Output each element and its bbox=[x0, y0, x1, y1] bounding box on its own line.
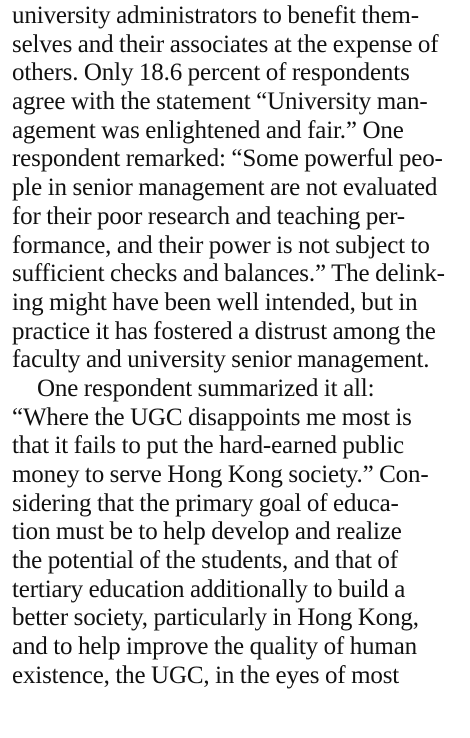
text-line: the potential of the students, and that of bbox=[12, 547, 398, 575]
text-line: sufficient checks and balances.” The delink- bbox=[12, 260, 445, 288]
text-line: agement was enlightened and fair.” One bbox=[12, 116, 404, 144]
text-line: for their poor research and teaching per- bbox=[12, 202, 405, 230]
text-line: “Where the UGC disappoints me most is bbox=[12, 403, 412, 431]
text-line: respondent remarked: “Some powerful peo- bbox=[12, 145, 443, 173]
paragraph-first-line: One respondent summarized it all: bbox=[37, 374, 375, 402]
body-text-column bbox=[12, 2, 467, 691]
text-line: tertiary education additionally to build a bbox=[12, 575, 406, 603]
text-line: others. Only 18.6 percent of respondents bbox=[12, 59, 410, 87]
text-line: ing might have been well intended, but in bbox=[12, 288, 418, 316]
text-line: tion must be to help develop and realize bbox=[12, 518, 402, 546]
text-line: practice it has fostered a distrust among the bbox=[12, 317, 436, 345]
text-line: sidering that the primary goal of educa- bbox=[12, 489, 399, 517]
text-line: and to help improve the quality of human bbox=[12, 633, 417, 661]
text-line: selves and their associates at the expense of bbox=[12, 30, 439, 58]
text-line: university administrators to benefit them- bbox=[12, 2, 419, 29]
text-line: that it fails to put the hard-earned public bbox=[12, 432, 405, 460]
text-line: existence, the UGC, in the eyes of most bbox=[12, 661, 400, 689]
text-line: money to serve Hong Kong society.” Con- bbox=[12, 461, 429, 488]
text-line: agree with the statement “University man- bbox=[12, 88, 428, 116]
text-line: ple in senior management are not evaluated bbox=[12, 174, 438, 202]
text-line: better society, particularly in Hong Kong, bbox=[12, 604, 419, 632]
text-line: faculty and university senior management. bbox=[12, 346, 430, 374]
text-line: formance, and their power is not subject to bbox=[12, 231, 430, 259]
